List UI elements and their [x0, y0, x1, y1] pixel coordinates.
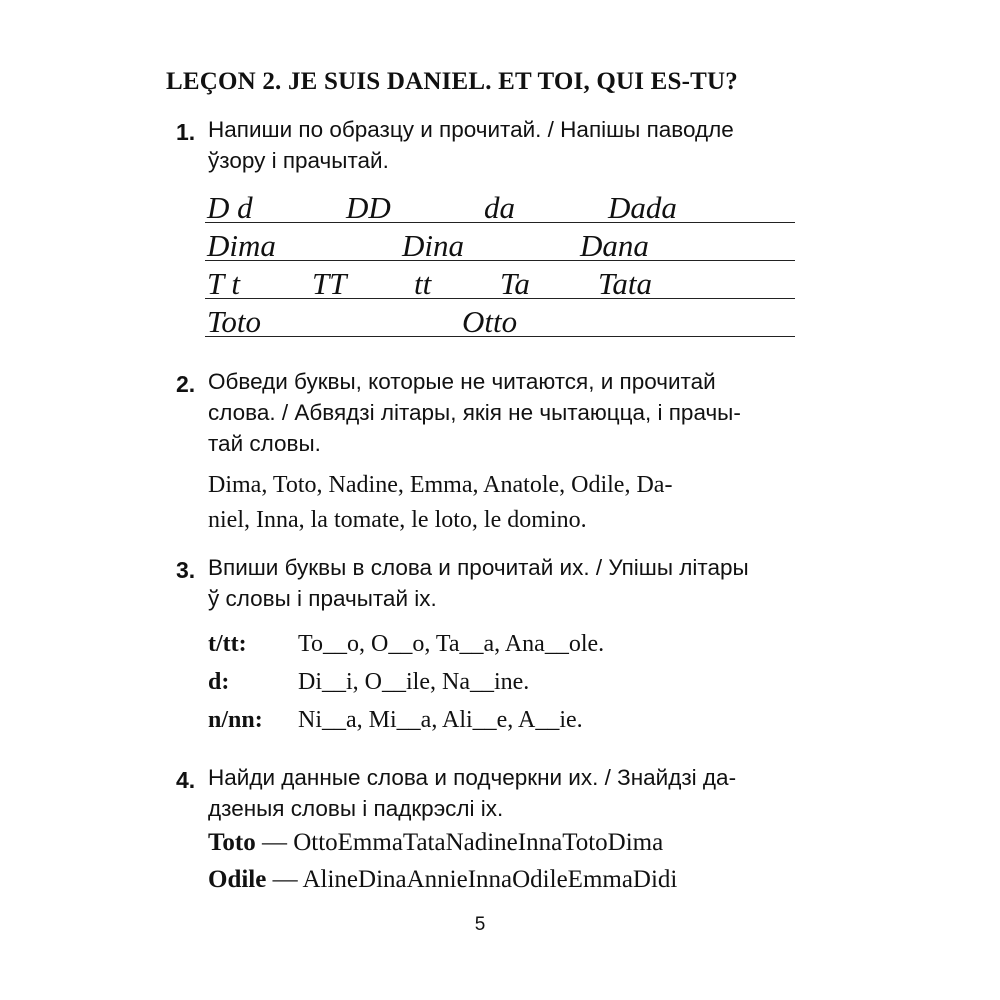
exercise-2-number: 2.	[176, 371, 196, 397]
handwriting-word: TT	[312, 266, 347, 301]
fill-row-label: n/nn:	[208, 707, 263, 733]
handwriting-line-1	[205, 186, 795, 223]
fill-row-text: Ni__a, Mi__a, Ali__e, A__ie.	[298, 707, 583, 733]
letter-sequence: AlineDinaAnnieInnaOdileEmmaDidi	[302, 866, 678, 893]
instruction-line: Найди данные слова и подчеркни их. / Знайдзі да-	[208, 765, 737, 790]
instruction-line: Впиши буквы в слова и прочитай их. / Упішы літары	[208, 555, 749, 580]
exercise-1-number: 1.	[176, 119, 196, 145]
instruction-line: ў словы і прачытай іх.	[208, 586, 437, 611]
lesson-title: LEÇON 2. JE SUIS DANIEL. ET TOI, QUI ES-TU?	[166, 68, 738, 95]
handwriting-word: Toto	[207, 304, 262, 339]
handwriting-word: Otto	[462, 304, 518, 339]
fill-row-text: Di__i, O__ile, Na__ine.	[298, 669, 530, 695]
handwriting-word: Tata	[598, 266, 653, 301]
instruction-line: Напиши по образцу и прочитай. / Напішы паводле	[208, 117, 734, 142]
handwriting-word: DD	[346, 190, 391, 225]
instruction-line: дзеныя словы і падкрэслі іх.	[208, 796, 504, 821]
fill-row-text: To__o, O__o, Ta__a, Ana__ole.	[298, 631, 605, 657]
handwriting-word: Dina	[402, 228, 464, 263]
fill-row-label: d:	[208, 669, 230, 695]
handwriting-word: T t	[207, 266, 241, 301]
dash: —	[266, 866, 303, 893]
fill-row	[298, 669, 529, 696]
dash: —	[255, 829, 294, 856]
word-line: Dima, Toto, Nadine, Emma, Anatole, Odile, Da-	[208, 472, 673, 498]
fill-row	[298, 631, 604, 658]
letter-sequence: OttoEmmaTataNadineInnaTotoDima	[293, 829, 664, 856]
word-line: niel, Inna, la tomate, le loto, le domino.	[208, 507, 587, 533]
exercise-4-instruction	[208, 762, 806, 824]
target-word: Toto	[208, 829, 256, 856]
exercise-2-instruction	[208, 366, 806, 459]
instruction-line: ўзору і прачытай.	[208, 148, 389, 173]
handwriting-word: Ta	[500, 266, 530, 301]
handwriting-line-2	[205, 224, 795, 261]
page-number: 5	[474, 914, 486, 935]
fill-row-label: t/tt:	[208, 631, 247, 657]
instruction-line: тай словы.	[208, 431, 321, 456]
exercise-2-words	[208, 468, 808, 538]
fill-row	[298, 707, 583, 734]
handwriting-line-4	[205, 300, 795, 337]
word-search-row	[208, 866, 677, 894]
exercise-4-number: 4.	[176, 767, 196, 793]
handwriting-word: da	[484, 190, 515, 225]
handwriting-word: D d	[207, 190, 253, 225]
word-search-row	[208, 829, 663, 857]
handwriting-word: tt	[414, 266, 432, 301]
target-word: Odile	[208, 866, 267, 893]
instruction-line: слова. / Абвядзі літары, якія не чытаюцца, і прачы-	[208, 400, 741, 425]
instruction-line: Обведи буквы, которые не читаются, и прочитай	[208, 369, 716, 394]
handwriting-line-3	[205, 262, 795, 299]
exercise-3-number: 3.	[176, 557, 196, 583]
handwriting-word: Dana	[580, 228, 649, 263]
handwriting-word: Dima	[207, 228, 276, 263]
exercise-1-instruction	[208, 114, 806, 176]
handwriting-word: Dada	[608, 190, 677, 225]
exercise-3-instruction	[208, 552, 806, 614]
